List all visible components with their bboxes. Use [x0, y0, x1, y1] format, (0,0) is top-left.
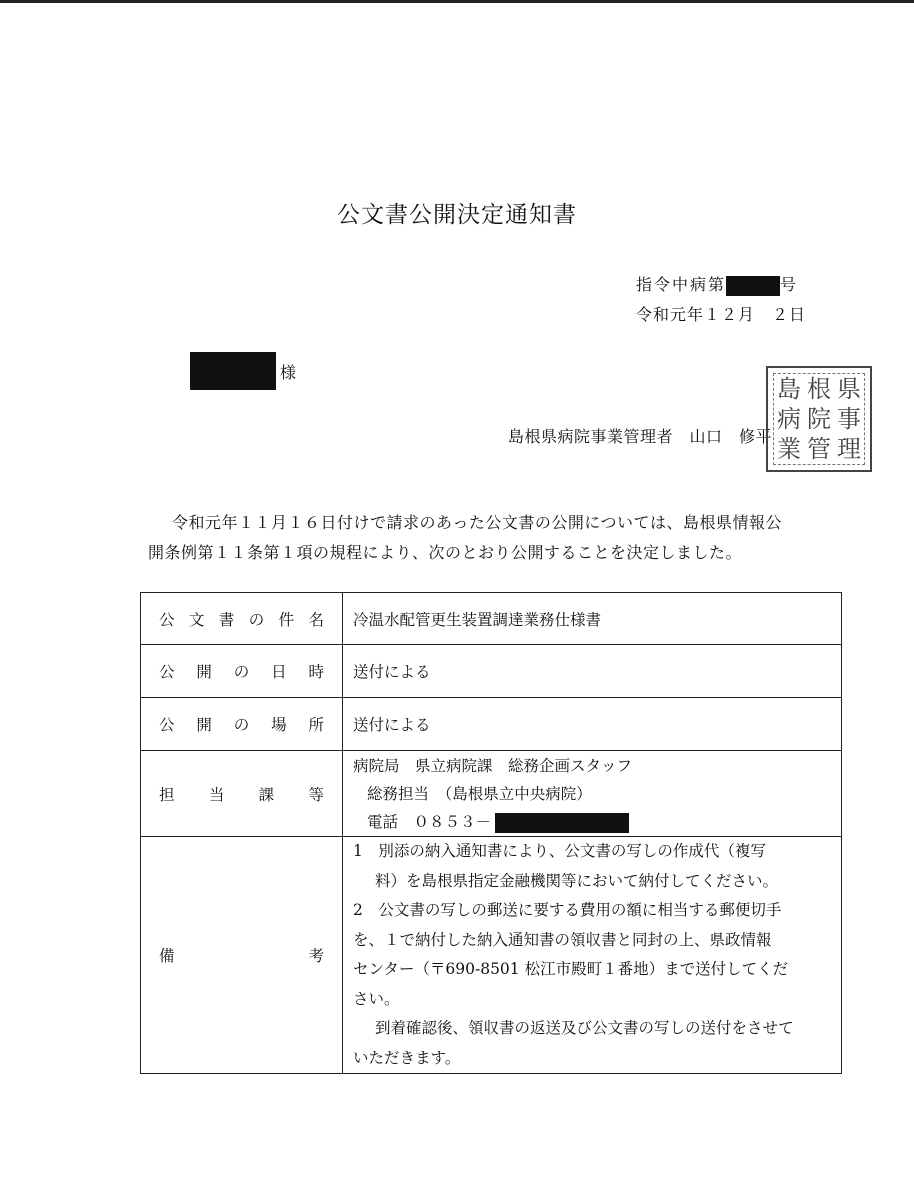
seal-char: 院 [807, 405, 831, 433]
sender-name: 島根県病院事業管理者 山口 修平 [508, 427, 773, 446]
redacted-phone [495, 813, 629, 833]
note-line: を、１で納付した納入通知書の領収書と同封の上、県政情報 [353, 930, 772, 949]
addressee-honorific: 様 [280, 362, 297, 382]
seal-char: 島 [777, 375, 801, 403]
intro-line: 令和元年１１月１６日付けで請求のあった公文書の公開については、島根県情報公 [172, 513, 783, 532]
table-row [141, 837, 842, 1074]
row-value-remarks [343, 837, 842, 1074]
row-label-remarks: 備考 [141, 837, 343, 1074]
document-number [636, 272, 798, 296]
row-label-place: 公開の場所 [141, 698, 343, 751]
contact-phone [353, 808, 831, 836]
intro-paragraph [148, 508, 818, 568]
document-number-suffix: 号 [780, 275, 799, 294]
seal-char: 根 [807, 375, 831, 403]
note-line: 料）を島根県指定金融機関等において納付してください。 [375, 871, 779, 890]
row-value-subject: 冷温水配管更生装置調達業務仕様書 [343, 593, 842, 645]
contact-line: 病院局 県立病院課 総務企画スタッフ [353, 756, 633, 775]
note-line: 到着確認後、領収書の返送及び公文書の写しの送付をさせて [375, 1019, 794, 1037]
seal-char: 事 [837, 405, 861, 433]
official-seal [766, 366, 872, 472]
redacted-number [726, 276, 780, 296]
seal-char: 病 [777, 405, 801, 433]
row-value-department [343, 751, 842, 837]
document-date: 令和元年１２月 ２日 [636, 305, 807, 324]
scan-top-border [0, 0, 914, 3]
row-value-datetime: 送付による [343, 645, 842, 698]
redacted-addressee-name [190, 352, 276, 390]
note-line: いただきます。 [353, 1048, 461, 1067]
row-label-datetime: 公開の日時 [141, 645, 343, 698]
note-line: 2 公文書の写しの郵送に要する費用の額に相当する郵便切手 [353, 901, 782, 919]
table-row [141, 751, 842, 837]
row-label-subject: 公文書の件名 [141, 593, 343, 645]
seal-char: 業 [777, 435, 801, 463]
note-line: 1 別添の納入通知書により、公文書の写しの作成代（複写 [353, 842, 766, 860]
disclosure-table [140, 592, 842, 1074]
row-label-department: 担当課等 [141, 751, 343, 837]
note-line: センター（〒690-8501 松江市殿町１番地）まで送付してくだ [353, 960, 789, 978]
addressee [190, 352, 296, 390]
intro-line: 開条例第１１条第１項の規程により、次のとおり公開することを決定しました。 [148, 543, 743, 562]
phone-prefix: 電話 ０８５３－ [367, 812, 492, 831]
seal-char: 管 [807, 435, 831, 463]
table-row [141, 645, 842, 698]
document-title: 公文書公開決定通知書 [337, 202, 577, 228]
contact-line: 総務担当 （島根県立中央病院） [367, 784, 592, 803]
seal-char: 理 [837, 435, 861, 463]
row-value-place: 送付による [343, 698, 842, 751]
seal-char: 県 [837, 375, 861, 403]
document-number-prefix: 指令中病第 [636, 275, 727, 294]
note-line: さい。 [353, 989, 400, 1008]
table-row [141, 698, 842, 751]
table-row [141, 593, 842, 645]
